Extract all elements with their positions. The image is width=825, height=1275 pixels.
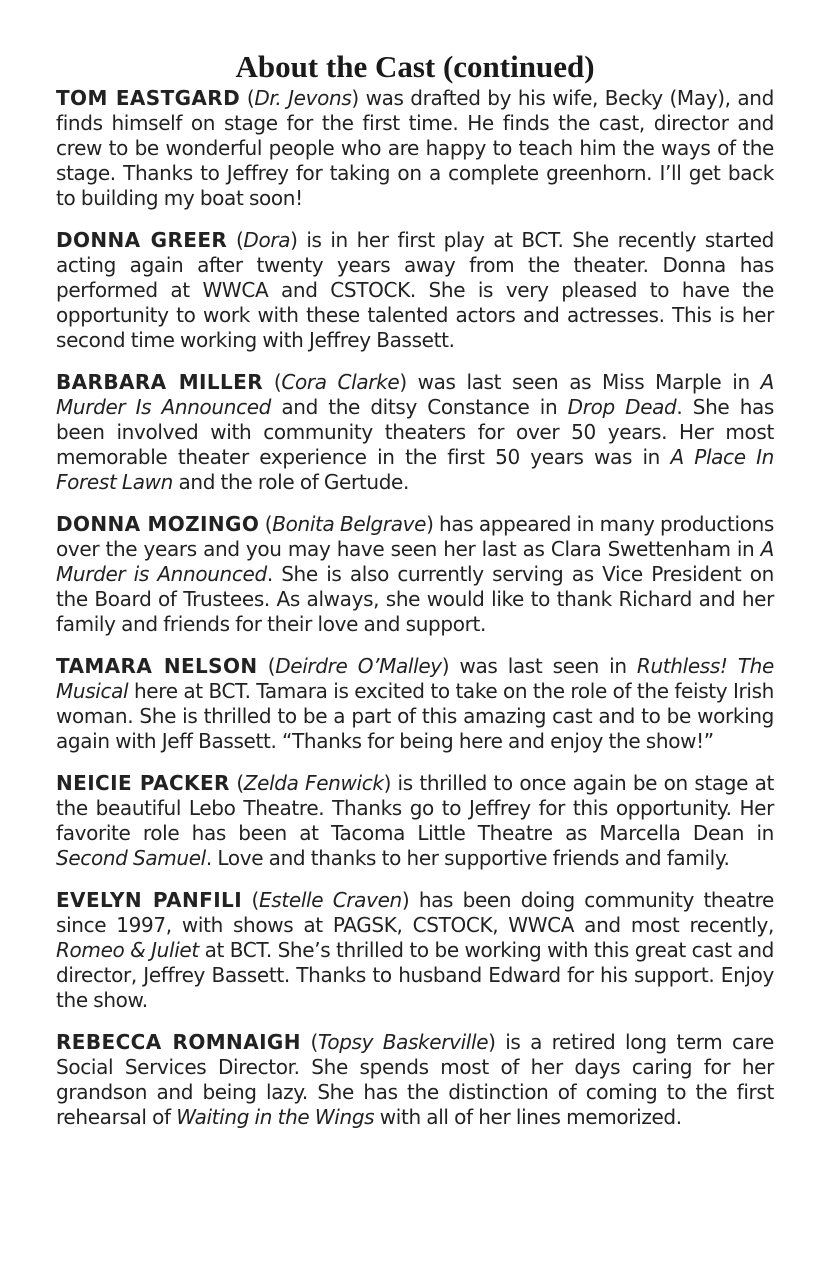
italic-title: Topsy Baskerville	[317, 1030, 489, 1054]
bio-text: ) was last seen as Miss Marple in	[399, 370, 761, 394]
cast-bio	[56, 86, 774, 211]
cast-bio	[56, 1030, 774, 1130]
bio-text: ) was last seen in	[441, 654, 637, 678]
cast-member-name: TAMARA NELSON	[56, 654, 258, 678]
cast-bio	[56, 654, 774, 754]
cast-bio	[56, 512, 774, 637]
bio-text: (	[259, 512, 273, 536]
italic-title: Romeo & Juliet	[56, 938, 199, 962]
italic-title: Zelda Fenwick	[243, 771, 384, 795]
cast-member-name: DONNA MOZINGO	[56, 512, 260, 536]
bio-text: ) has appeared in many productions over the years and you may have seen her last as Clara Swettenham in	[56, 512, 774, 561]
italic-title: Waiting in the Wings	[176, 1105, 375, 1129]
bio-text: ) is thrilled to once again be on stage at the beautiful Lebo Theatre. Thanks go to Jeffrey for this opportunity. Her favorite role has been at Tacoma Little Theatre as Marcella Dean in	[56, 771, 774, 845]
bio-text: with all of her lines memorized.	[374, 1105, 682, 1129]
bio-text: (	[227, 228, 244, 252]
bio-text: here at BCT. Tamara is excited to take on the role of the feisty Irish woman. She is thrilled to be a part of this amazing cast and to be working again with Jeff Bassett. “Thanks for being here and enjoy the show!”	[56, 679, 774, 753]
bio-text: and the ditsy Constance in	[271, 395, 568, 419]
italic-title: Dr. Jevons	[254, 86, 352, 110]
bio-text: ) is a retired long term care Social Services Director. She spends most of her days caring for her grandson and being lazy. She has the distinction of coming to the first rehearsal of	[56, 1030, 774, 1129]
bio-text: (	[242, 888, 260, 912]
cast-member-name: BARBARA MILLER	[56, 370, 264, 394]
italic-title: A Murder is Announced	[56, 537, 774, 586]
cast-member-name: EVELYN PANFILI	[56, 888, 243, 912]
bio-text: . She has been involved with community theaters for over 50 years. Her most memorable theater experience in the first 50 years was in	[56, 395, 775, 469]
cast-bio	[56, 771, 774, 871]
bio-text: (	[300, 1030, 318, 1054]
italic-title: Estelle Craven	[259, 888, 402, 912]
italic-title: Cora Clarke	[281, 370, 400, 394]
bio-text: (	[263, 370, 282, 394]
italic-title: Second Samuel	[56, 846, 206, 870]
bio-text: (	[229, 771, 244, 795]
bio-text: (	[257, 654, 276, 678]
italic-title: Bonita Belgrave	[272, 512, 427, 536]
cast-bio	[56, 888, 774, 1013]
cast-member-name: NEICIE PACKER	[56, 771, 230, 795]
cast-page	[56, 48, 774, 1147]
bio-text: . She is also currently serving as Vice President on the Board of Trustees. As always, she would like to thank Richard and her family and friends for their love and support.	[56, 562, 774, 636]
bio-text: and the role of Gertude.	[172, 470, 410, 494]
bio-text: ) was drafted by his wife, Becky (May), and finds himself on stage for the first time. He finds the cast, director and crew to be wonderful people who are happy to teach him the ways of the stage. Thanks to Jeffrey for taking on a complete greenhorn. I’ll get back to building my boat soon!	[56, 86, 774, 210]
page-title: About the Cast (continued)	[235, 49, 595, 84]
bio-text: ) is in her first play at BCT. She recently started acting again after twenty years away from the theater. Donna has performed at WWCA and CSTOCK. She is very pleased to have the opportunity to work with these talented actors and actresses. This is her second time working with Jeffrey Bassett.	[56, 228, 774, 352]
cast-bio	[56, 228, 774, 353]
cast-bio-list	[56, 86, 774, 1130]
italic-title: A Place In Forest Lawn	[56, 445, 774, 494]
cast-bio	[56, 370, 774, 495]
italic-title: A Murder Is Announced	[56, 370, 774, 419]
cast-member-name: TOM EASTGARD	[56, 86, 241, 110]
bio-text: . Love and thanks to her supportive friends and family.	[205, 846, 730, 870]
italic-title: Deirdre O’Malley	[275, 654, 442, 678]
italic-title: Drop Dead	[567, 395, 677, 419]
bio-text: at BCT. She’s thrilled to be working with this great cast and director, Jeffrey Bassett. Thanks to husband Edward for his support. Enjoy the show.	[56, 938, 775, 1012]
cast-member-name: REBECCA ROMNAIGH	[56, 1030, 301, 1054]
italic-title: Ruthless! The Musical	[56, 654, 774, 703]
italic-title: Dora	[243, 228, 291, 252]
bio-text: (	[240, 86, 255, 110]
bio-text: ) has been doing community theatre since 1997, with shows at PAGSK, CSTOCK, WWCA and most recently,	[56, 888, 775, 937]
cast-member-name: DONNA GREER	[56, 228, 228, 252]
